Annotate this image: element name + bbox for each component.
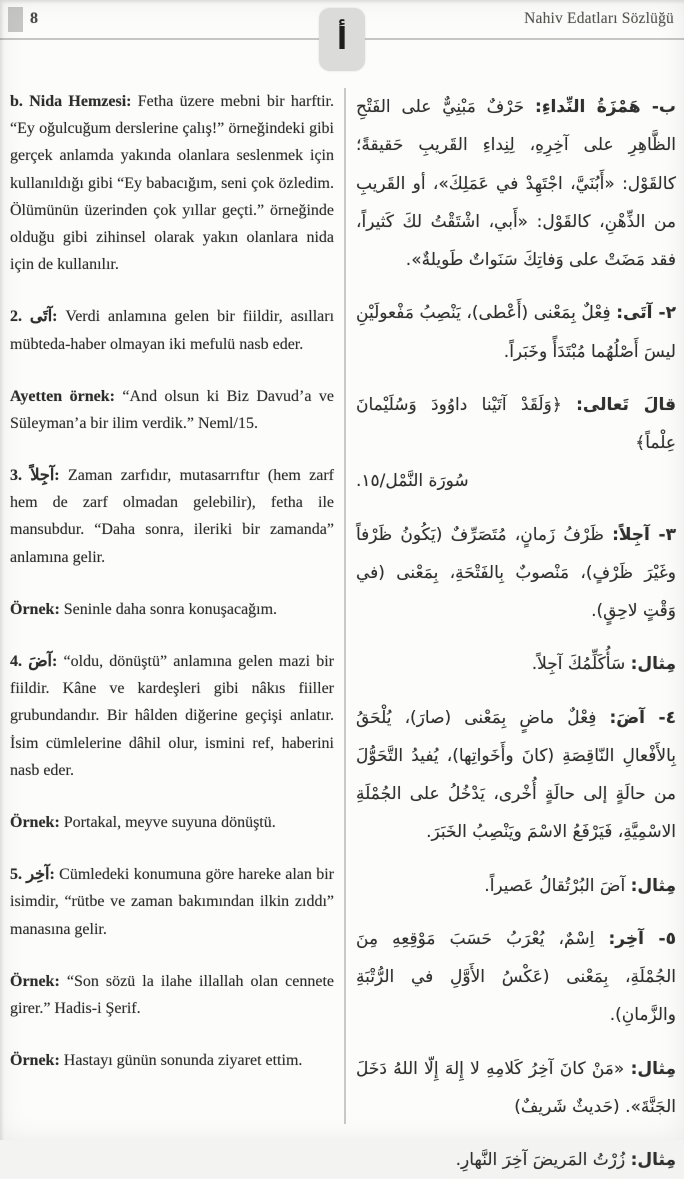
entry-lead: مِثال: [630, 1150, 676, 1170]
book-title: Nahiv Edatları Sözlüğü [524, 10, 674, 27]
entry-2-ata [10, 303, 334, 357]
entry-5-ahir-ar [356, 920, 676, 1035]
entry-nida-hemzesi [10, 88, 334, 278]
entry-lead: 5. آخِر: [10, 866, 55, 884]
entry-4-ada-ar [356, 699, 676, 852]
entry-hamzat-nida [356, 88, 676, 279]
entry-body: فِعْلٌ بِمَعْنى (أَعْطى)، يَنْصِبُ مَفْعولَيْنِ ليسَ أَصْلُهُما مُبْتَدَأً وخَبَراً. [356, 303, 676, 362]
entry-lead: Örnek: [10, 1052, 60, 1070]
entry-lead: مِثال: [630, 875, 676, 896]
entry-body: فِعْلٌ ماضٍ بِمَعْنى (صارَ)، يُلْحَقُ بِالأَفْعالِ النّاقِصَةِ (كانَ وأَخَواتِها)، يُفيدُ التَّحَوُّلَ من حالَةٍ إلى حالَةٍ أُخْرى، يَدْخُلُ على الجُمْلَةِ الاسْمِيَّةِ، فَيَرْفَعُ الاسْمَ ويَنْصِبُ الخَبَرَ. [356, 707, 676, 843]
page-number-marker-block [8, 7, 23, 32]
section-letter-tab [319, 8, 365, 71]
entry-3-acilen [10, 462, 334, 571]
entry-ornek-1 [10, 596, 334, 623]
entry-ayet-ornek [10, 383, 334, 437]
entry-lead: 2. آتَى: [10, 308, 58, 326]
entry-lead: Örnek: [10, 972, 60, 990]
column-divider-rule [344, 88, 346, 1124]
entry-lead: b. Nida Hemzesi: [10, 93, 132, 110]
entry-lead: Örnek: [10, 813, 60, 831]
section-letter-alif: أ [336, 22, 348, 57]
entry-body: “oldu, dönüştü” anlamına gelen mazi bir fiildir. Kâne ve kardeşleri gibi nâkıs fiiller grubundandır. Bir hâlden diğerine geçişi anlatır. İsim cümlelerine dâhil olur, ismini ref, haberini nasb eder. [10, 653, 335, 779]
entry-body: Verdi anlamına gelen bir fiildir, asılları mübteda-haber olmayan iki mefulü nasb eder. [10, 308, 335, 353]
entry-lead: Örnek: [10, 600, 60, 618]
entry-lead: Ayetten örnek: [10, 387, 115, 405]
entry-body: حَرْفٌ مَبْنِيٌّ على الفَتْحِ الظَّاهِرِ على آخِرِهِ، لِنِداءِ القَريبِ حَقيقةً؛ كالقَوْل: «أَبُنَيَّ، اجْتَهِدْ في عَمَلِكَ»، أو القَريبِ من الذِّهْنِ، كالقَوْل: «أَبي، اشْتَقْتُ لكَ كَثيراً، فقد مَضَتْ على وَفاتِكَ سَنَواتٌ طَويلةٌ». [356, 97, 676, 270]
entry-lead: مِثال: [630, 654, 676, 675]
entry-ornek-4 [10, 1047, 334, 1074]
entry-body: Portakal, meyve suyuna dönüştü. [63, 813, 276, 831]
entry-body: «مَنْ كانَ آخِرُ كَلامِهِ لا إِلهَ إِلّا اللهُ دَخَلَ الجَنَّةَ». (حَديثٌ شَريفٌ) [356, 1058, 676, 1117]
entry-body: سَأُكَلِّمُكَ آجِلاً. [531, 654, 626, 675]
entry-body: Hastayı günün sonunda ziyaret ettim. [63, 1052, 303, 1070]
entry-5-ahir [10, 861, 334, 943]
entry-body: زُرْتُ المَريضَ آخِرَ النَّهارِ. [455, 1150, 626, 1170]
arabic-column [356, 88, 677, 1170]
entry-body: “And olsun ki Biz Davud’a ve Süleyman’a bir ilim verdik.” Neml/15. [10, 387, 335, 432]
entry-lead: ٥- آخِر: [608, 928, 676, 949]
entry-body: ﴿وَلَقَدْ آتَيْنا داوُودَ وَسُلَيْمانَ عِلْماً﴾ [356, 394, 676, 453]
entry-body: اِسْمٌ، يُعْرَبُ حَسَبَ مَوْقِعِهِ مِنَ الجُمْلَةِ، بِمَعْنى (عَكْسُ الأَوَّلِ في الرُّتْبَةِ والزَّمانِ). [356, 928, 676, 1026]
entry-ornek-3 [10, 968, 334, 1022]
entry-lead: قالَ تَعالى: [576, 394, 676, 415]
turkish-column [10, 88, 334, 1140]
entry-3-acilen-ar [356, 516, 676, 631]
entry-misal-2 [356, 867, 676, 905]
entry-lead: 3. آجِلاً: [10, 467, 60, 485]
entry-lead: 4. آضَ: [10, 653, 58, 670]
entry-body: Zaman zarfıdır, mutasarrıftır (hem zarf hem de zarf olmadan gelebilir), fetha ile mansubdur. “Daha sonra, ileriki bir zamanda” anlamına gelir. [10, 467, 335, 566]
entry-2-ata-ar [356, 294, 676, 371]
entry-lead: مِثال: [630, 1058, 677, 1079]
entry-ornek-2 [10, 809, 334, 836]
entry-body: ظَرْفُ زَمانٍ، مُتَصَرِّفٌ (يَكُونُ ظَرْفاً وغَيْرَ ظَرْفٍ)، مَنْصوبٌ بِالفَتْحَةِ، بِمَعْنى (في وَقْتٍ لاحِقٍ). [356, 524, 676, 621]
entry-lead: ٤- آضَ: [609, 707, 676, 728]
entry-body: “Son sözü la ilahe illallah olan cennete girer.” Hadis-i Şerif. [10, 972, 335, 1017]
two-column-body [0, 40, 684, 1170]
entry-misal-hadith [356, 1050, 676, 1127]
verse-source: سُورَة النَّمْل/١٥. [356, 471, 469, 492]
entry-misal-3 [356, 1141, 676, 1179]
entry-4-ada [10, 648, 334, 784]
entry-lead: ب- هَمْزَةُ النِّداءِ: [535, 97, 676, 117]
entry-body: Cümledeki konumuna göre hareke alan bir isimdir, “rütbe ve zaman bakımından ilkin zıddı” manasına gelir. [10, 866, 335, 938]
entry-lead: ٢- آتَى: [616, 303, 676, 324]
entry-lead: ٣- آجِلاً: [612, 524, 676, 545]
entry-body: Fetha üzere mebni bir harftir. “Ey oğulcuğum derslerine çalış!” örneğindeki gibi gerçek anlamda yakında olanlara seslenmek için kullanıldığı gibi “Ey babacığım, seni çok özledim. Ölümünün üzerinden çok yıllar geçti.” örneğinde olduğu gibi zihinsel olarak yakın olanlara nida için de kullanılır. [10, 93, 334, 274]
entry-body: Seninle daha sonra konuşacağım. [63, 600, 278, 618]
entry-body: آضَ البُرْتُقالُ عَصيراً. [484, 875, 626, 896]
entry-quran-verse [356, 386, 676, 501]
entry-misal-1 [356, 645, 676, 683]
page-number: 8 [30, 10, 38, 27]
